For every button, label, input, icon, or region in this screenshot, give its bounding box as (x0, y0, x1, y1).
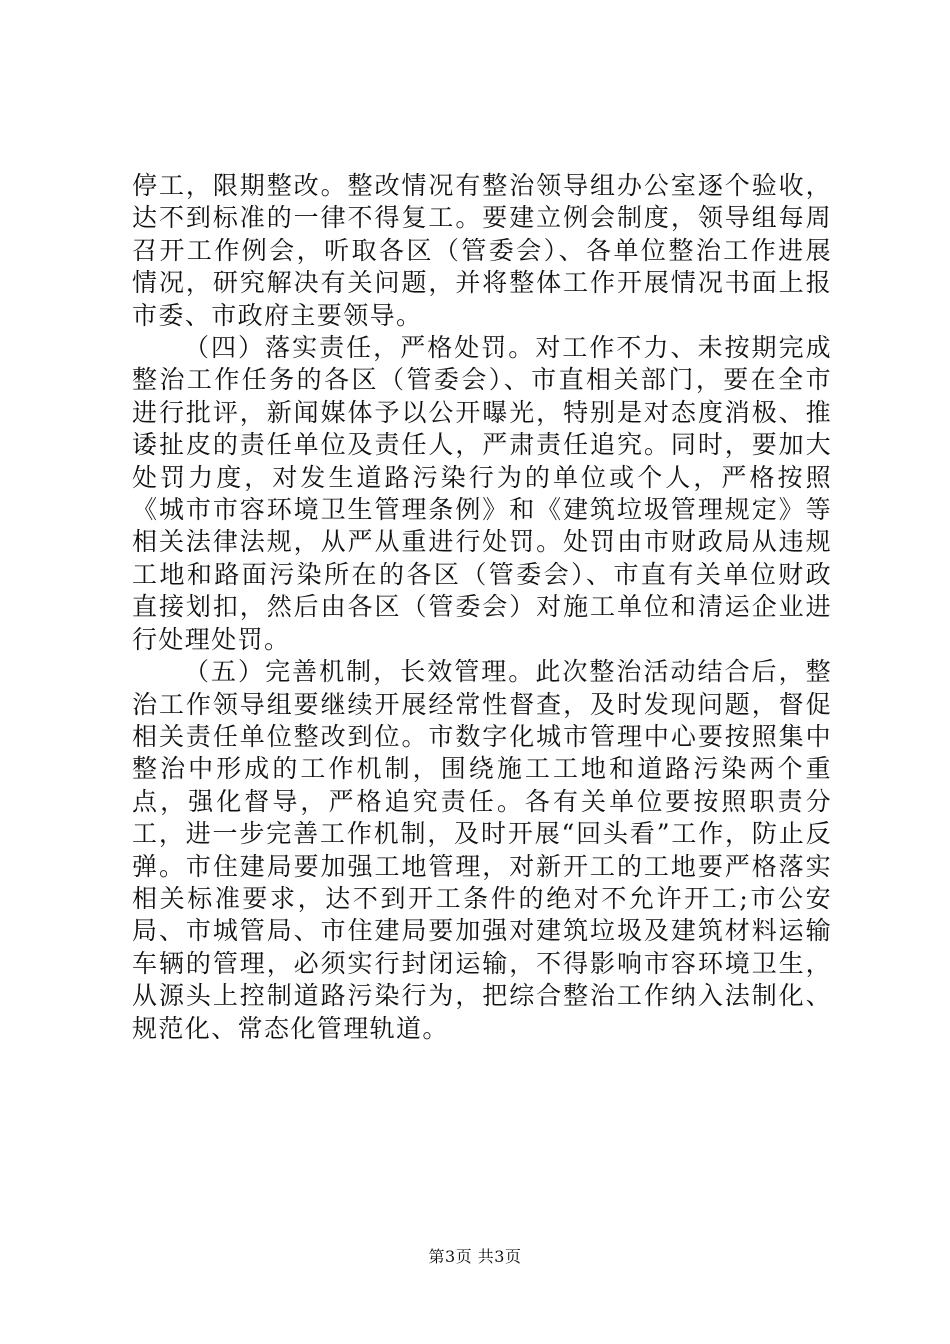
paragraph-section-four: （四）落实责任，严格处罚。对工作不力、未按期完成整治工作任务的各区（管委会）、市直相关部门，要在全市进行批评，新闻媒体予以公开曝光，特别是对态度消极、推诿扯皮的责任单位及责任人，严肃责任追究。同时，要加大处罚力度，对发生道路污染行为的单位或个人，严格按照《城市市容环境卫生管理条例》和《建筑垃圾管理规定》等相关法律法规，从严从重进行处罚。处罚由市财政局从违规工地和路面污染所在的各区（管委会）、市直有关单位财政直接划扣，然后由各区（管委会）对施工单位和清运企业进行处理处罚。 (132, 333, 832, 654)
paragraph-section-five: （五）完善机制，长效管理。此次整治活动结合后，整治工作领导组要继续开展经常性督查，及时发现问题，督促相关责任单位整改到位。市数字化城市管理中心要按照集中整治中形成的工作机制，围绕施工工地和道路污染两个重点，强化督导，严格追究责任。各有关单位要按照职责分工，进一步完善工作机制，及时开展“回头看”工作，防止反弹。市住建局要加强工地管理，对新开工的工地要严格落实相关标准要求，达不到开工条件的绝对不允许开工;市公安局、市城管局、市住建局要加强对建筑垃圾及建筑材料运输车辆的管理，必须实行封闭运输，不得影响市容环境卫生，从源头上控制道路污染行为，把综合整治工作纳入法制化、规范化、常态化管理轨道。 (132, 657, 832, 1043)
document-body (132, 170, 832, 1045)
paragraph-continuation: 停工，限期整改。整改情况有整治领导组办公室逐个验收，达不到标准的一律不得复工。要建立例会制度，领导组每周召开工作例会，听取各区（管委会）、各单位整治工作进展情况，研究解决有关问题，并将整体工作开展情况书面上报市委、市政府主要领导。 (132, 171, 832, 330)
page-footer: 第3页 共3页 (428, 1247, 522, 1266)
